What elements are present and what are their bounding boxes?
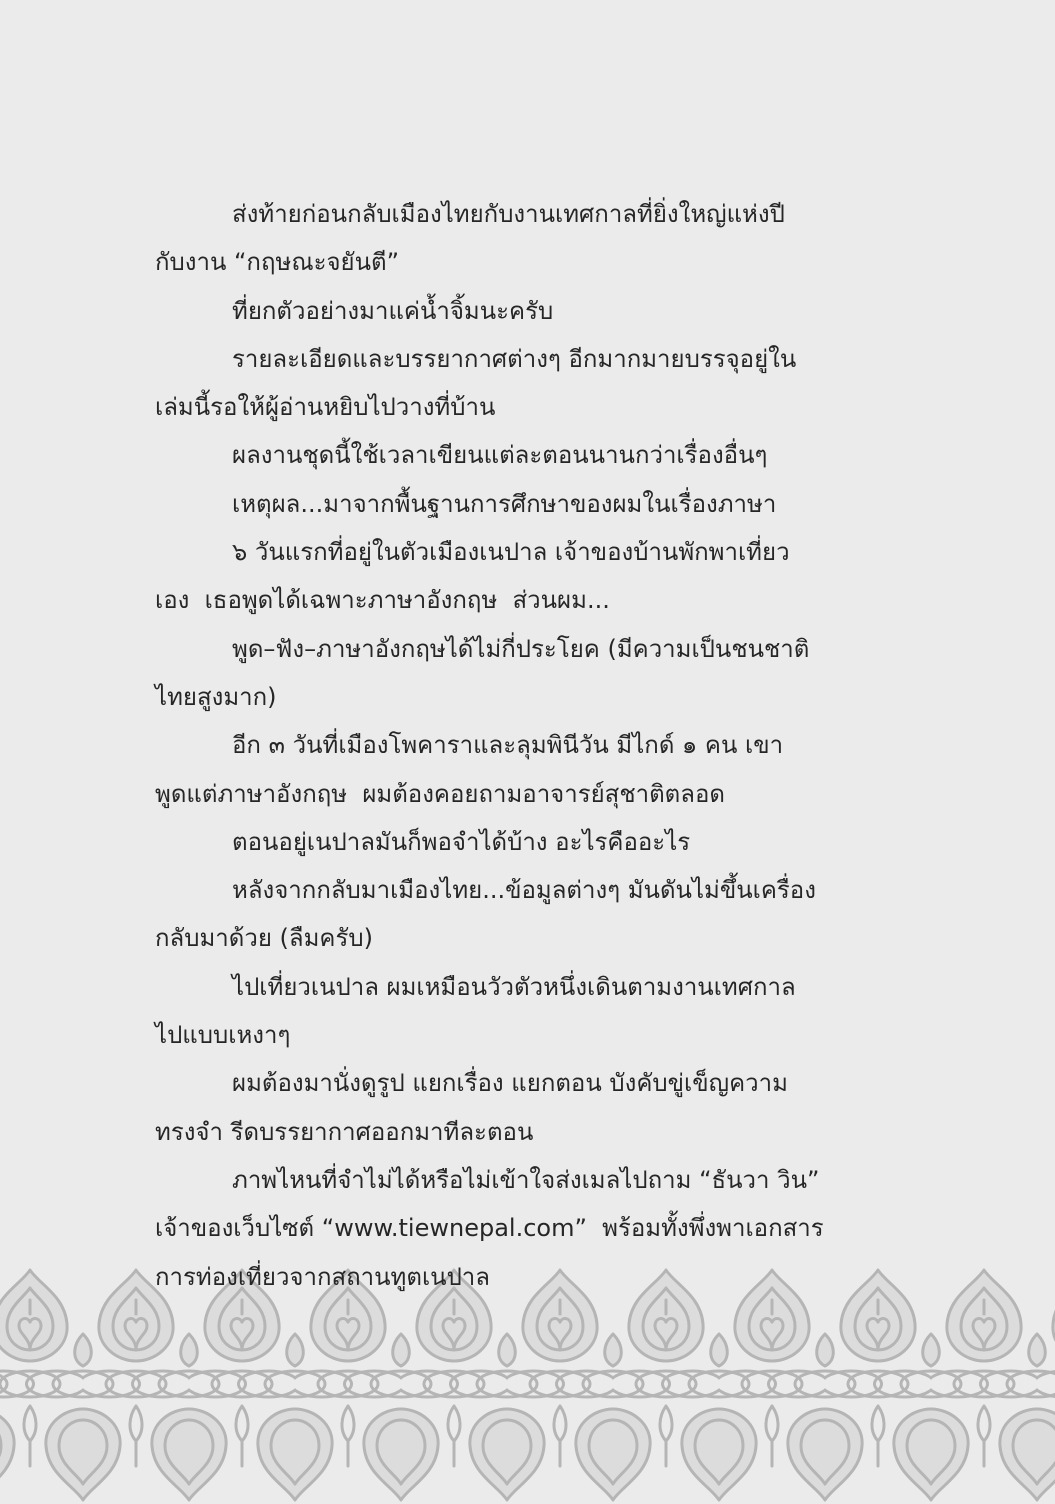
paragraph xyxy=(155,528,915,625)
text-line: กลับมาด้วย (ลืมครับ) xyxy=(155,924,373,953)
decorative-thai-pattern-border xyxy=(0,1266,1055,1504)
text-line: เหตุผล...มาจากพื้นฐานการศึกษาของผมในเรื่องภาษา xyxy=(232,489,777,518)
text-line: ทรงจำ รีดบรรยากาศออกมาทีละตอน xyxy=(155,1117,534,1146)
paragraph xyxy=(155,963,915,1060)
paragraph xyxy=(155,480,915,528)
text-line: ที่ยกตัวอย่างมาแค่น้ำจิ้มนะครับ xyxy=(232,296,554,325)
text-line: ๖ วันแรกที่อยู่ในตัวเมืองเนปาล เจ้าของบ้านพักพาเที่ยว xyxy=(232,538,790,567)
ornament-pattern-fill xyxy=(0,1266,1055,1504)
text-line: รายละเอียดและบรรยากาศต่างๆ อีกมากมายบรรจุอยู่ใน xyxy=(232,344,797,373)
text-line: กับงาน “กฤษณะจยันตี” xyxy=(155,248,400,277)
text-line: ผลงานชุดนี้ใช้เวลาเขียนแต่ละตอนนานกว่าเรื่องอื่นๆ xyxy=(232,441,768,470)
text-line: ภาพไหนที่จำไม่ได้หรือไม่เข้าใจส่งเมลไปถาม “ธันวา วิน” xyxy=(232,1165,820,1194)
paragraph xyxy=(155,287,915,335)
text-line: เอง เธอพูดได้เฉพาะภาษาอังกฤษ ส่วนผม... xyxy=(155,586,610,615)
text-line: พูดแต่ภาษาอังกฤษ ผมต้องคอยถามอาจารย์สุชาติตลอด xyxy=(155,779,725,808)
paragraph xyxy=(155,190,915,287)
text-line: หลังจากกลับมาเมืองไทย...ข้อมูลต่างๆ มันดันไม่ขึ้นเครื่อง xyxy=(232,876,816,905)
paragraph xyxy=(155,431,915,479)
text-line: ไทยสูงมาก) xyxy=(155,682,277,711)
text-line: ไปแบบเหงาๆ xyxy=(155,1021,291,1050)
paragraph xyxy=(155,818,915,866)
paragraph xyxy=(155,625,915,722)
text-line: การท่องเที่ยวจากสถานทูตเนปาล xyxy=(155,1262,490,1291)
text-line: พูด–ฟัง–ภาษาอังกฤษได้ไม่กี่ประโยค (มีความเป็นชนชาติ xyxy=(232,634,810,663)
text-line: อีก ๓ วันที่เมืองโพคาราและลุมพินีวัน มีไกด์ ๑ คน เขา xyxy=(232,731,784,760)
paragraph xyxy=(155,866,915,963)
paragraph xyxy=(155,335,915,432)
text-line: ส่งท้ายก่อนกลับเมืองไทยกับงานเทศกาลที่ยิ่งใหญ่แห่งปี xyxy=(232,200,785,228)
text-line: เล่มนี้รอให้ผู้อ่านหยิบไปวางที่บ้าน xyxy=(155,393,496,422)
body-text xyxy=(155,190,915,1301)
paragraph xyxy=(155,1059,915,1156)
paragraph xyxy=(155,1156,915,1301)
text-line: ไปเที่ยวเนปาล ผมเหมือนวัวตัวหนึ่งเดินตามงานเทศกาล xyxy=(232,972,796,1001)
paragraph xyxy=(155,721,915,818)
text-line: เจ้าของเว็บไซต์ “www.tiewnepal.com” พร้อมทั้งพึ่งพาเอกสาร xyxy=(155,1214,824,1243)
text-line: ผมต้องมานั่งดูรูป แยกเรื่อง แยกตอน บังคับขู่เข็ญความ xyxy=(232,1069,788,1098)
text-line: ตอนอยู่เนปาลมันก็พอจำได้บ้าง อะไรคืออะไร xyxy=(232,827,691,856)
